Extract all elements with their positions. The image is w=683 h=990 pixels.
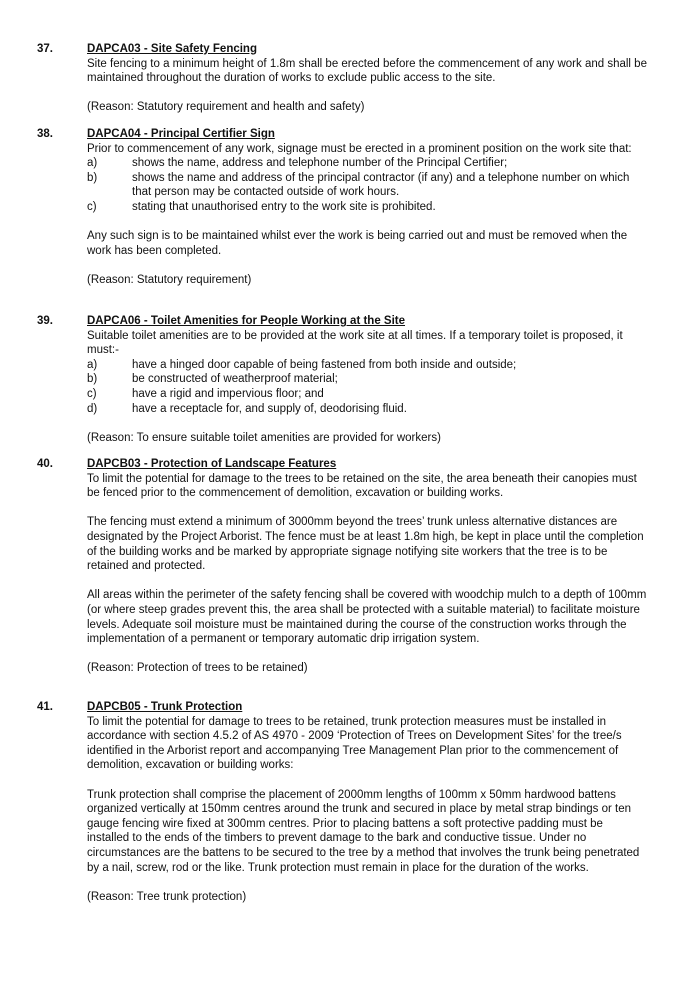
list-marker: b) (87, 373, 98, 386)
condition-title: DAPCA06 - Toilet Amenities for People Working at the Site (87, 315, 406, 327)
list-marker: d) (87, 402, 98, 415)
condition-body (87, 715, 647, 905)
list-item-text: shows the name, address and telephone number of the Principal Certifier; (132, 157, 508, 170)
condition-title: DAPCB03 - Protection of Landscape Features (87, 458, 337, 470)
condition-title: DAPCB05 - Trunk Protection (87, 701, 243, 713)
list-item (87, 372, 647, 387)
list-marker: a) (87, 358, 98, 371)
list-marker: b) (87, 171, 98, 184)
condition-intro: To limit the potential for damage to trees to be retained, trunk protection measures must be installed in accordance with section 4.5.2 of AS 4970 - 2009 ‘Protection of Trees on Development Sites’ for the tree/s identified in the Arborist report and accompanying Tree Management Plan prior to the commencement of demolition, excavation or building works: (87, 715, 622, 772)
list-marker: c) (87, 387, 97, 400)
condition-body (87, 329, 647, 446)
condition-number: 38. (37, 128, 53, 140)
list-item (87, 200, 647, 215)
list-item-text: have a rigid and impervious floor; and (132, 387, 324, 400)
condition-reason: (Reason: Statutory requirement and health and safety) (87, 101, 365, 114)
list-item-text: be constructed of weatherproof material; (132, 373, 338, 386)
list-item (87, 171, 647, 200)
condition-number: 39. (37, 315, 53, 327)
condition-intro: Suitable toilet amenities are to be provided at the work site at all times. If a temporary toilet is proposed, it must:- (87, 329, 623, 357)
condition-title: DAPCA04 - Principal Certifier Sign (87, 128, 275, 140)
list-item (87, 402, 647, 417)
condition-paragraph: The fencing must extend a minimum of 3000mm beyond the trees’ trunk unless alternative distances are designated by the Project Arborist. The fence must be at least 1.8m high, be kept in place until the completion of the building works and be marked by appropriate signage notifying site workers that the tree is to be retained and protected. (87, 516, 644, 573)
list-marker: c) (87, 200, 97, 213)
list-item (87, 156, 647, 171)
condition-reason: (Reason: To ensure suitable toilet amenities are provided for workers) (87, 431, 441, 444)
condition-intro: Site fencing to a minimum height of 1.8m shall be erected before the commencement of any work and shall be maintained throughout the duration of works to exclude public access to the site. (87, 57, 647, 85)
condition-list (87, 156, 647, 214)
condition-reason: (Reason: Protection of trees to be retained) (87, 662, 308, 675)
condition-paragraph: Any such sign is to be maintained whilst ever the work is being carried out and must be removed when the work has been completed. (87, 230, 628, 257)
list-item-text: have a receptacle for, and supply of, deodorising fluid. (132, 402, 407, 415)
condition-intro: Prior to commencement of any work, signage must be erected in a prominent position on the work site that: (87, 142, 632, 155)
list-item (87, 387, 647, 402)
condition-body (87, 472, 647, 676)
list-item (87, 358, 647, 373)
list-item-text: shows the name and address of the principal contractor (if any) and a telephone number on which that person may be contacted outside of work hours. (132, 171, 630, 199)
condition-reason: (Reason: Tree trunk protection) (87, 890, 247, 903)
condition-paragraph: Trunk protection shall comprise the placement of 2000mm lengths of 100mm x 50mm hardwood battens organized vertically at 150mm centres around the trunk and secured in place by metal strap bindings or ten gauge fencing wire fixed at 300mm centres. Prior to placing battens a soft protective padding must be installed to the ends of the timbers to prevent damage to the bark and conductive tissue. Under no circumstances are the battens to be secured to the tree by a method that involves the trunk being penetrated by a nail, screw, rod or the like. Trunk protection must remain in place for the duration of the works. (87, 788, 640, 874)
condition-number: 40. (37, 458, 53, 470)
condition-title: DAPCA03 - Site Safety Fencing (87, 43, 257, 55)
list-item-text: stating that unauthorised entry to the work site is prohibited. (132, 200, 436, 213)
condition-body (87, 57, 647, 115)
condition-number: 41. (37, 701, 53, 713)
condition-reason: (Reason: Statutory requirement) (87, 273, 252, 286)
condition-paragraph: All areas within the perimeter of the safety fencing shall be covered with woodchip mulch to a depth of 100mm (or where steep grades prevent this, the area shall be protected with a suitable material) to facilitate moisture levels. Adequate soil moisture must be maintained during the course of the construction works through the implementation of a permanent or temporary automatic drip irrigation system. (87, 589, 647, 646)
condition-intro: To limit the potential for damage to the trees to be retained on the site, the area beneath their canopies must be fenced prior to the commencement of demolition, excavation or building works. (87, 472, 637, 500)
list-item-text: have a hinged door capable of being fastened from both inside and outside; (132, 358, 517, 371)
list-marker: a) (87, 157, 98, 170)
condition-number: 37. (37, 43, 53, 55)
condition-list (87, 358, 647, 416)
condition-body (87, 142, 647, 288)
